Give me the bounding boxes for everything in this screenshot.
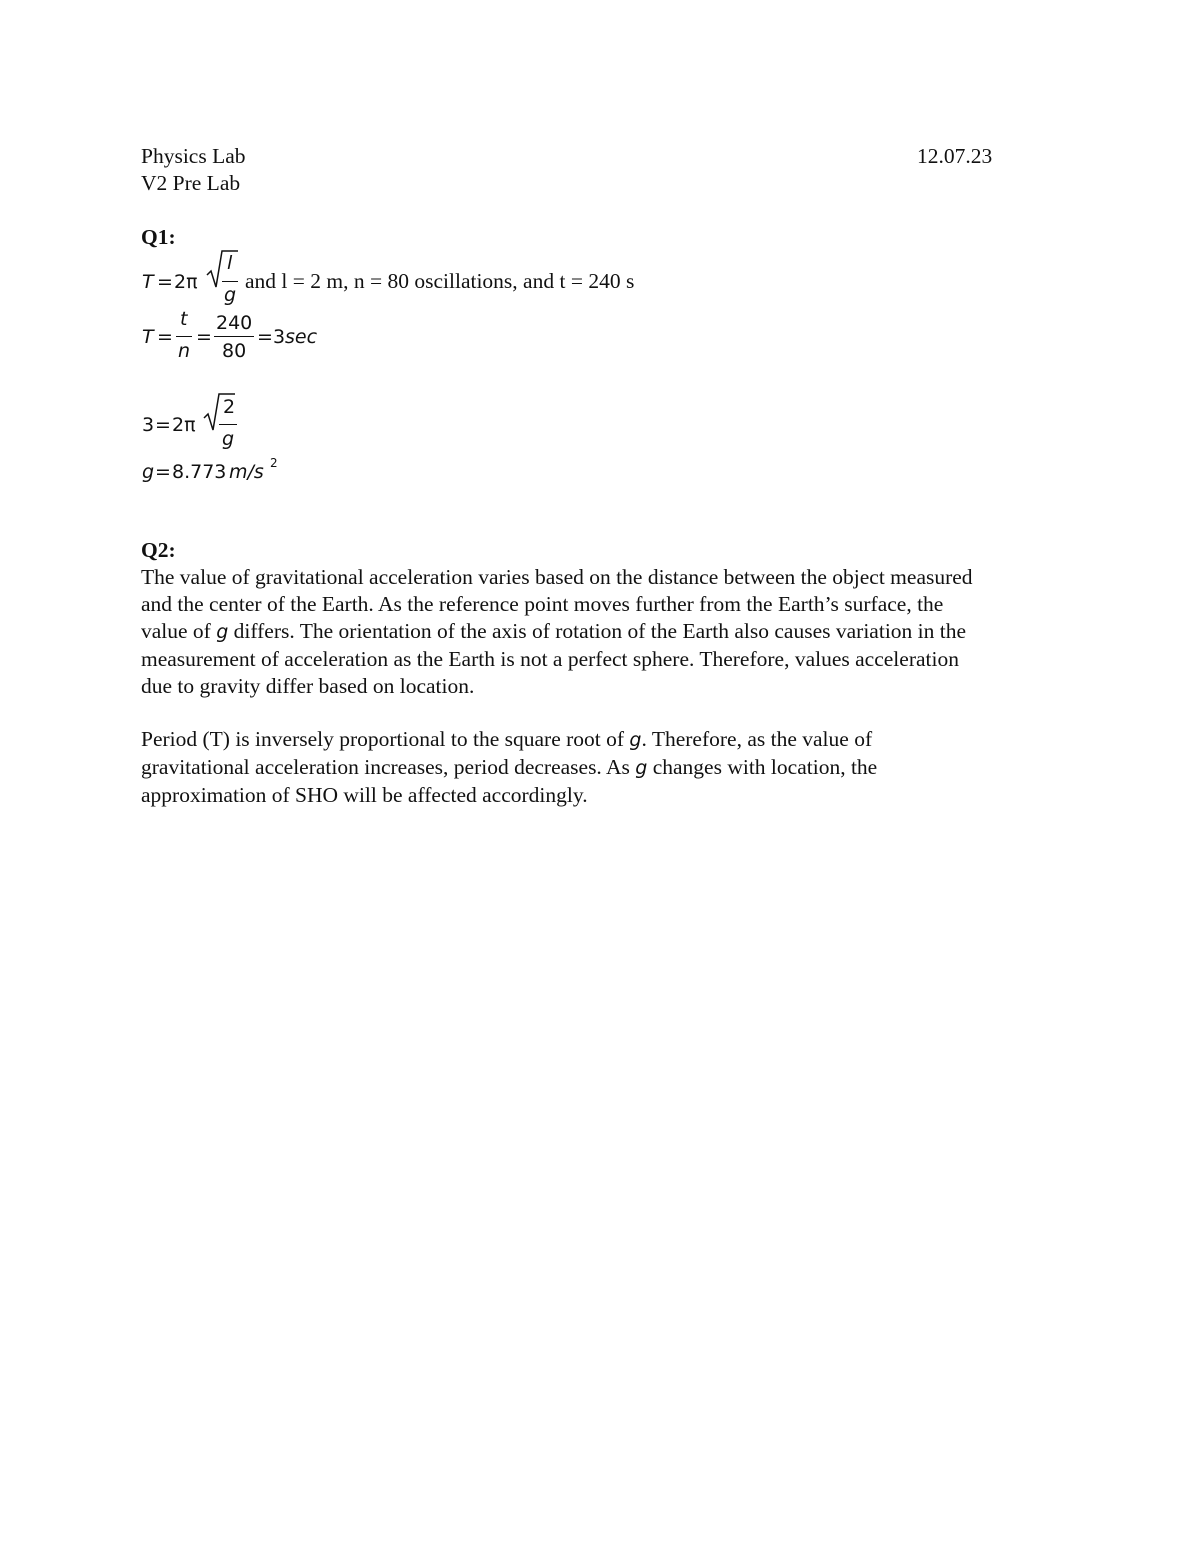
eq4-lhs: g bbox=[142, 461, 155, 483]
eq2-unit: sec bbox=[285, 326, 318, 348]
q2-paragraph-1 bbox=[141, 564, 1071, 700]
eq2-denominator-80: 80 bbox=[222, 340, 247, 362]
paragraph-line: due to gravity differ based on location. bbox=[141, 674, 475, 698]
eq3-coef: 2π bbox=[172, 414, 196, 436]
eq2-equals-a: = bbox=[157, 326, 173, 348]
eq3-numerator: 2 bbox=[223, 396, 236, 418]
text-run: changes with location, the bbox=[647, 755, 878, 779]
eq3-lhs: 3 bbox=[142, 414, 155, 436]
eq1-denominator: g bbox=[224, 284, 237, 306]
eq2-fraction-bar-2 bbox=[214, 336, 254, 337]
eq1-coef: 2π bbox=[174, 271, 198, 293]
eq2-result: 3 bbox=[273, 326, 286, 348]
eq1-lhs: T bbox=[142, 271, 154, 293]
paragraph-line: measurement of acceleration as the Earth is not a perfect sphere. Therefore, values acceleration bbox=[141, 647, 959, 671]
lab-subtitle: V2 Pre Lab bbox=[141, 171, 241, 195]
eq1-numerator: l bbox=[227, 252, 233, 274]
course-title: Physics Lab bbox=[141, 144, 246, 168]
paragraph-line: and the center of the Earth. As the reference point moves further from the Earth’s surface, the bbox=[141, 592, 944, 616]
radical-sign bbox=[206, 249, 238, 289]
math-variable-g: g bbox=[216, 621, 229, 643]
eq3-equals: = bbox=[155, 414, 171, 436]
q2-heading: Q2: bbox=[141, 538, 176, 562]
math-variable-g: g bbox=[629, 729, 642, 751]
eq2-fraction-bar-1 bbox=[176, 336, 192, 337]
eq4-unit: m/s bbox=[229, 461, 264, 483]
paragraph-line bbox=[141, 754, 1071, 782]
paragraph-line bbox=[141, 618, 1071, 646]
q2-paragraph-2 bbox=[141, 726, 1071, 809]
eq4-exponent: 2 bbox=[270, 456, 278, 470]
paragraph-line: The value of gravitational acceleration varies based on the distance between the object measured bbox=[141, 565, 973, 589]
eq2-equals-b: = bbox=[196, 326, 212, 348]
text-run: gravitational acceleration increases, period decreases. As bbox=[141, 755, 636, 779]
eq4-equals: = bbox=[155, 461, 171, 483]
eq2-numerator-240: 240 bbox=[216, 312, 253, 334]
text-run: value of bbox=[141, 619, 217, 643]
eq2-equals-c: = bbox=[257, 326, 273, 348]
paragraph-line: approximation of SHO will be affected accordingly. bbox=[141, 783, 588, 807]
eq2-lhs: T bbox=[142, 326, 154, 348]
text-run: Period (T) is inversely proportional to the square root of bbox=[141, 727, 630, 751]
eq1-given-values: and l = 2 m, n = 80 oscillations, and t = 240 s bbox=[245, 269, 635, 293]
eq3-fraction-bar bbox=[219, 424, 237, 425]
eq2-denominator-n: n bbox=[178, 340, 191, 362]
math-variable-g: g bbox=[635, 757, 648, 779]
q1-heading: Q1: bbox=[141, 225, 176, 249]
paragraph-line bbox=[141, 726, 1071, 754]
eq3-denominator: g bbox=[222, 428, 235, 450]
eq1-fraction-bar bbox=[222, 281, 238, 282]
eq4-value: 8.773 bbox=[172, 461, 227, 483]
eq1-equals: = bbox=[157, 271, 173, 293]
text-run: . Therefore, as the value of bbox=[641, 727, 873, 751]
eq2-numerator-t: t bbox=[180, 308, 188, 330]
text-run: differs. The orientation of the axis of rotation of the Earth also causes variation in the bbox=[228, 619, 967, 643]
document-date: 12.07.23 bbox=[917, 144, 993, 168]
